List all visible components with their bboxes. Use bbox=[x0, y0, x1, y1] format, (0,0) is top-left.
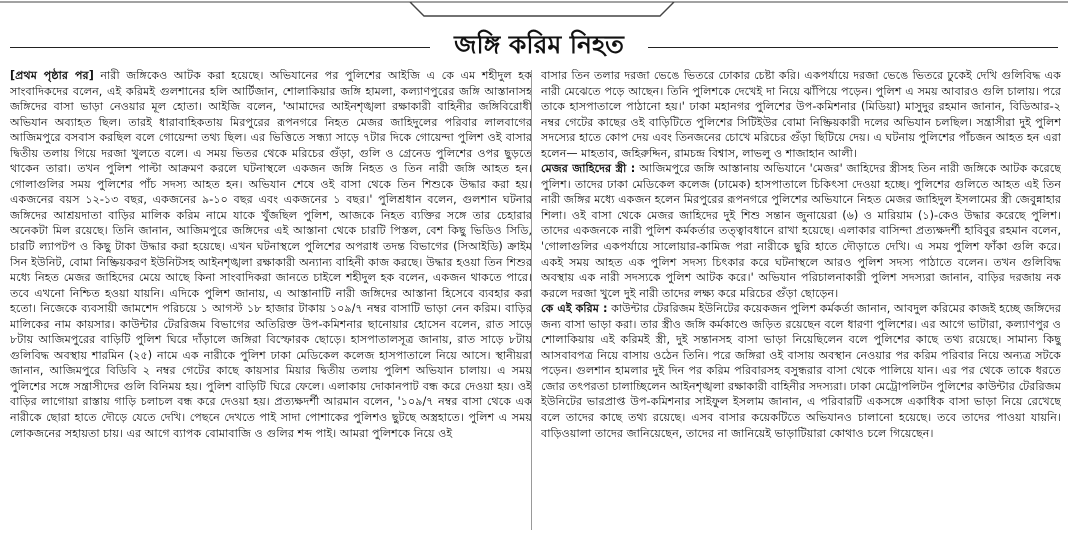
page-title: জঙ্গি করিম নিহত bbox=[454, 30, 624, 59]
paragraph bbox=[541, 301, 1061, 441]
paragraph-text: বাসার তিন তলার দরজা ভেঙে ভিতরে ঢোকার চেষ্টা করি। একপর্যায়ে দরজা ভেঙে ভিতরে ঢুকেই দেখি গুলিবিদ্ধ এক নারী মেঝেতে পড়ে আছেন। তিনি পুলিশকে দেখেই দা নিয়ে ঝাঁপিয়ে পড়েন। পুলিশ এ সময় আবারও গুলি চালায়। পরে তাকে হাসপাতালে পাঠানো হয়।' ঢাকা মহানগর পুলিশের উপ-কমিশনার (মিডিয়া) মাসুদুর রহমান জানান, বিডিআর-২ নম্বর গেটের কাছের ওই বাড়িটিতে পুলিশের সিটিইউর বোমা নিষ্ক্রিয়কারী দলের অভিযান চলছিল। সন্ত্রাসীরা দুই পুলিশ সদস্যের হাতে কোপ দেয় এবং তিনজনের চোখে মরিচের গুঁড়া ছিটিয়ে দেয়। এ ঘটনায় পুলিশের পাঁচজন আহত হন এরা হলেন— মাহতাব, জহিরুদ্দিন, রামচন্দ্র বিশ্বাস, লাভলু ও শাজাহান আলী। bbox=[541, 69, 1061, 160]
continuation-label: [প্রথম পৃষ্ঠার পর] bbox=[10, 69, 94, 82]
headline-rule-left bbox=[10, 47, 430, 48]
paragraph bbox=[541, 68, 1061, 161]
subheading-major-wife: মেজর জাহিদের স্ত্রী : bbox=[541, 162, 636, 176]
headline-bar bbox=[0, 28, 1068, 64]
paragraph-text: আজিমপুরে জঙ্গি আস্তানায় অভিযানে 'মেজর' জাহিদের স্ত্রীসহ তিন নারী জঙ্গিকে আটক করেছে পুলিশ। তাদের ঢাকা মেডিকেল কলেজ (ঢামেক) হাসপাতালে চিকিৎসা দেওয়া হচ্ছে। পুলিশের গুলিতে আহত এই তিন নারী জঙ্গির মধ্যে একজন হলেন মিরপুরের রূপনগরে পুলিশের অভিযানে নিহত মেজর জাহিদুল ইসলামের স্ত্রী জেবুন্নাহার শিলা। ওই বাসা থেকে মেজর জাহিদের দুই শিশু সন্তান জুনায়েরা (৬) ও মারিয়াম (১)-কেও উদ্ধার করেছে পুলিশ। তাদের একজনকে নারী পুলিশ কর্মকর্তার তত্ত্বাবধানে রাখা হয়েছে। এলাকার বাসিন্দা প্রত্যক্ষদর্শী হাবিবুর রহমান বলেন, 'গোলাগুলির একপর্যায়ে সালোয়ার-কামিজ পরা নারীকে ছুরি হাতে দৌড়াতে দেখি। এ সময় পুলিশ ফাঁকা গুলি করে। একই সময় আহত এক পুলিশ সদস্য চিৎকার করে ঘটনাস্থলে আরও পুলিশ সদস্য পাঠাতে বলেন। তখন গুলিবিদ্ধ অবস্থায় এক নারী সদস্যকে পুলিশ আটক করে।' অভিযান পরিচালনাকারী পুলিশ সদস্যরা জানান, বাড়ির দরজায় নক করলে দরজা খুলে দুই নারী তাদের লক্ষ্য করে মরিচের গুঁড়া ছোড়েন। bbox=[541, 162, 1061, 300]
paragraph-text: নারী জঙ্গিকেও আটক করা হয়েছে। অভিযানের পর পুলিশের আইজি এ কে এম শহীদুল হক সাংবাদিকদের বলেন, এই করিমই গুলশানের হলি আর্টিজান, শোলাকিয়ার জঙ্গি হামলা, কল্যাণপুরের জঙ্গি আস্তানাসহ জঙ্গিদের বাসা ভাড়া নেওয়ার মূল হোতা। আইজি বলেন, 'আমাদের আইনশৃঙ্খলা রক্ষাকারী বাহিনীর জঙ্গিবিরোধী অভিযান অব্যাহত ছিল। তারই ধারাবাহিকতায় মিরপুরের রূপনগরে নিহত মেজর জাহিদুলের পরিবার লালবাগের আজিমপুরে বসবাস করছিল বলে গোয়েন্দা তথ্য ছিল। এর ভিত্তিতে সন্ধ্যা সাড়ে ৭টার দিকে গোয়েন্দা পুলিশ ওই বাসার দ্বিতীয় তলায় গিয়ে দরজা খুলতে বলে। এ সময় ভিতর থেকে মরিচের গুঁড়া, গুলি ও গ্রেনেড পুলিশের ওপর ছুড়তে থাকেন তারা। তখন পুলিশ পাল্টা আক্রমণ করলে ঘটনাস্থলে একজন জঙ্গি নিহত ও তিন নারী জঙ্গি আহত হন। গোলাগুলির সময় পুলিশের পাঁচ সদস্য আহত হন। অভিযান শেষে ওই বাসা থেকে তিন শিশুকে উদ্ধার করা হয়। একজনের বয়স ১২-১৩ বছর, একজনের ৯-১০ বছর এবং একজনের ১ বছর।' পুলিশ্রধান বলেন, গুলশান ঘটনার জঙ্গিদের আশ্রয়দাতা বাড়ির মালিক করিম নামে যাকে খুঁজছিল পুলিশ, আজকে নিহত ব্যক্তির সঙ্গে তার চেহারার অনেকটা মিল রয়েছে। তিনি জানান, আজিমপুরে জঙ্গিদের এই আস্তানা থেকে চারটি পিস্তল, বেশ কিছু ভিডিও সিডি, চারটি ল্যাপটপ ও কিছু টাকা উদ্ধার করা হয়েছে। এখন ঘটনাস্থলে পুলিশের অপরাধ তদন্ত বিভাগের (সিআইডি) ক্রাইম সিন ইউনিট, বোমা নিষ্ক্রিয়করণ ইউনিটসহ আইনশৃঙ্খলা রক্ষাকারী অন্যান্য বাহিনী কাজ করছে। উদ্ধার হওয়া তিন শিশুর মধ্যে নিহত মেজর জাহিদের মেয়ে আছে কিনা সাংবাদিকরা জানতে চাইলে শহীদুল হক বলেন, একজন থাকতে পারে। তবে এখনো নিশ্চিত হওয়া যায়নি। এদিকে পুলিশ জানায়, এ আস্তানাটি নারী জঙ্গিদের আস্তানা হিসেবে ব্যবহার করা হতো। নিজেকে ব্যবসায়ী জামশেদ পরিচয়ে ১ আগস্ট ১৮ হাজার টাকায় ১০৯/৭ নম্বর বাসাটি ভাড়া নেন করিম। বাড়ির মালিকের নাম কায়সার। কাউন্টার টেররিজম বিভাগের অতিরিক্ত উপ-কমিশনার ছানোয়ার হোসেন বলেন, রাত সাড়ে ৮টায় আজিমপুরের বাড়িটি পুলিশ ঘিরে দাঁড়ালে জঙ্গিরা বিস্ফোরক ছোড়ে। হাসপাতালসূত্র জানায়, রাত সাড়ে ৮টায় গুলিবিদ্ধ অবস্থায় শারমিন (২৫) নামে এক নারীকে পুলিশ ঢাকা মেডিকেল কলেজ হাসপাতালে নিয়ে আসে। স্থানীয়রা জানান, আজিমপুরে বিডিবি ২ নম্বর গেটের কাছে কায়সার মিয়ার দ্বিতীয় তলায় পুলিশ অভিযান চালায়। এ সময় পুলিশের সঙ্গে সন্ত্রাসীদের গুলি বিনিময় হয়। পুলিশ বাড়িটি ঘিরে ফেলে। এলাকায় দোকানপাট বন্ধ করে দেওয়া হয়। ওই বাড়ির লাগোয়া রাস্তায় গাড়ি চলাচল বন্ধ করে দেওয়া হয়। প্রত্যক্ষদর্শী আরমান বলেন, '১০৯/৭ নম্বর বাসা থেকে এক নারীকে ছোরা হাতে দৌড়ে যেতে দেখি। পেছনে দেখতে পাই সাদা পোশাকের পুলিশও ছুটছে অস্ত্রহাতে। পুলিশ এ সময় লোকজনের সহায়তা চায়। এর আগে ব্যাপক বোমাবাজি ও গুলির শব্দ পাই। আমরা পুলিশকে নিয়ে ওই bbox=[10, 69, 532, 440]
subheading-who-is-karim: কে এই করিম : bbox=[541, 302, 608, 316]
article-column-1 bbox=[10, 68, 532, 534]
column-divider bbox=[531, 70, 532, 530]
headline-rule-right bbox=[648, 47, 1058, 48]
paragraph bbox=[10, 68, 532, 441]
paragraph-text: কাউন্টার টেররিজম ইউনিটের কয়েকজন পুলিশ কর্মকর্তা জানান, আবদুল করিমের কাজই হচ্ছে জঙ্গিদের জন্য বাসা ভাড়া করা। তার স্ত্রীও জঙ্গি কর্মকাণ্ডে জড়িত রয়েছেন বলে ধারণা পুলিশের। এর আগে ভাটারা, কল্যাণপুর ও শোলাকিয়ায় এই করিমই স্ত্রী, দুই সন্তানসহ বাসা ভাড়া নিয়েছিলেন বলে পুলিশের কাছে তথ্য রয়েছে। সামান্য কিছু আসবাবপত্র নিয়ে বাসায় ওঠেন তিনি। পরে জঙ্গিরা ওই বাসায় অবস্থান নেওয়ার পর করিম পরিবার নিয়ে অন্যত্র সটকে পড়েন। গুলশান হামলার দুই দিন পর করিম পরিবারসহ বসুন্ধরার বাসা থেকে পালিয়ে যান। এর পর থেকে তাকে ধরতে জোর তৎপরতা চালাচ্ছিলেন আইনশৃঙ্খলা রক্ষাকারী বাহিনীর সদস্যরা। ঢাকা মেট্রোপলিটন পুলিশের কাউন্টার টেররিজম ইউনিটের ভারপ্রাপ্ত উপ-কমিশনার সাইফুল ইসলাম জানান, এ পরিবারটি একসঙ্গে একাধিক বাসা ভাড়া নিয়ে রেখেছে বলে তাদের কাছে তথ্য রয়েছে। এসব বাসার কয়েকটিতে অভিযানও চালানো হয়েছে। তবে তাদের পাওয়া যায়নি। বাড়িওয়ালা তাদের জানিয়েছেন, তাদের না জানিয়েই ভাড়াটিয়ারা কোথাও চলে গিয়েছেন। bbox=[541, 302, 1061, 440]
section-frame-lines bbox=[0, 0, 1068, 22]
paragraph bbox=[541, 161, 1061, 301]
top-section-border bbox=[0, 0, 1068, 22]
article-column-2 bbox=[541, 68, 1061, 534]
